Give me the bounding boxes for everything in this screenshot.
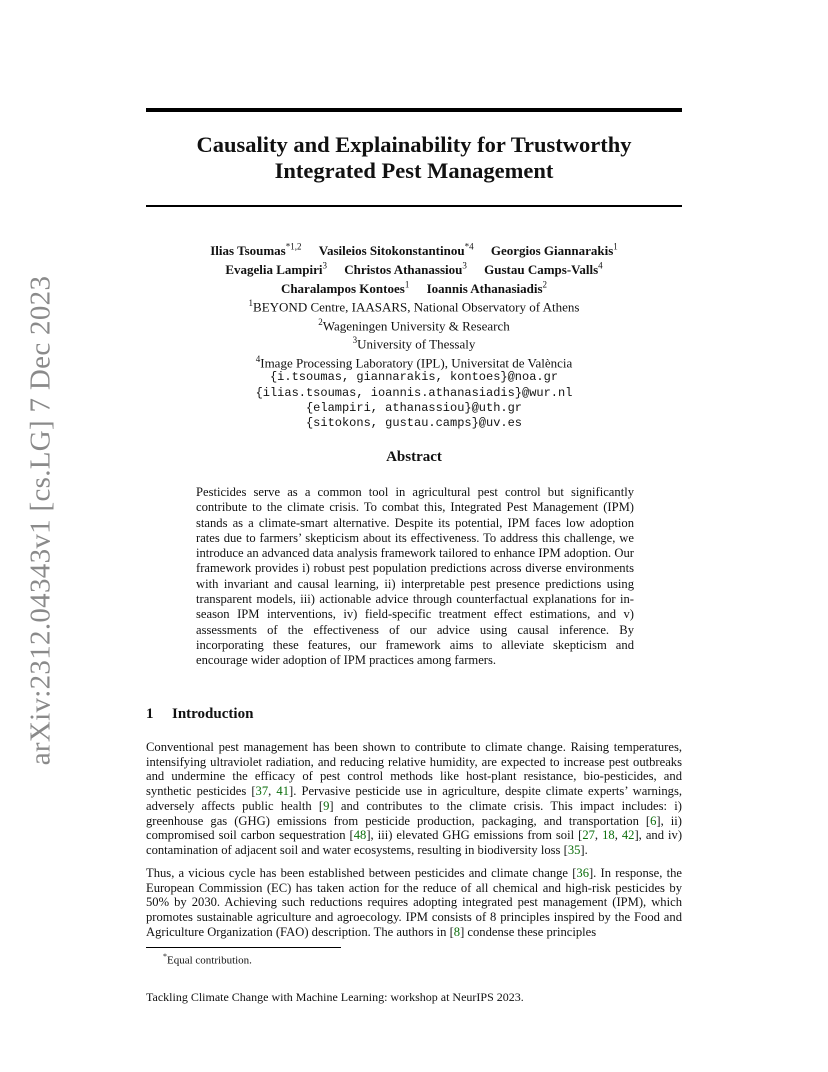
email-line: {elampiri, athanassiou}@uth.gr [305,400,523,415]
paragraph-text: ] condense these principles [460,924,597,939]
author: Ioannis Athanasiadis$^2$ [426,279,548,296]
email-line: {ilias.tsoumas, ioannis.athanasiadis}@wur.nl [255,385,573,400]
citation-link[interactable]: 37 [255,784,269,799]
citation-link[interactable]: 35 [567,842,581,857]
citation-link[interactable]: 18 [602,828,615,843]
paper-title: Causality and Explainability for Trustworthy Integrated Pest Management [196,132,632,183]
title-bottom-rule [146,205,682,207]
paragraph-text: , [614,828,622,843]
arxiv-stamp [22,275,60,765]
citation-link[interactable]: 27 [582,828,595,843]
author-line [146,277,682,296]
email-line: {i.tsoumas, giannarakis, kontoes}@noa.gr [269,370,559,385]
affiliation: $^3$University of Thessaly [352,335,476,352]
author: Evagelia Lampiri$^3$ [225,260,327,277]
intro-paragraph-2 [146,866,682,940]
citation-link[interactable]: 6 [650,813,657,828]
paragraph-text: ]. In response, the European Commission (EC) has taken action for the reduce of all chemical and high-risk pesticides by 50% by 2030. Achieving such reductions requires adopting integrated pest management (IPM), which promotes sustainable agriculture and agroecology. IPM consists of 8 principles inspired by the Food and Agriculture Organization (FAO) description. The authors in [ [146,866,682,939]
title-top-rule [146,108,682,112]
abstract-text: Pesticides serve as a common tool in agricultural pest control but significantly contribute to the climate crisis. To combat this, Integrated Pest Management (IPM) stands as a climate-smart alternative. Despite its potential, IPM faces low adoption rates due to farmers’ skepticism about its effectiveness. To address this challenge, we introduce an advanced data analysis framework tailored to enhance IPM adoption. Our framework provides i) robust pest population predictions across diverse environments with invariant and causal learning, ii) interpretable pest presence predictions using transparent models, iii) actionable advice through counterfactual explanations for in-season IPM interventions, iv) field-specific treatment effect estimations, and v) assessments of the effectiveness of our advice using causal inference. By incorporating these features, our framework aims to alleviate skepticism and encourage wider adoption of IPM practices among farmers. [196,485,634,668]
paragraph-text: ]. [580,842,588,857]
author-line [146,240,682,259]
paragraph-text: ]. Pervasive pesticide use in agriculture, despite climate experts’ warnings, adversely affects public health [ [146,784,683,813]
paragraph-text: Thus, a vicious cycle has been established between pesticides and climate change [ [146,866,577,880]
paragraph-text: ], and iv) contamination of adjacent soil and water ecosystems, resulting in biodiversity loss [ [146,828,683,857]
section-heading [146,706,253,723]
author-names [146,240,682,296]
section-title: Introduction [172,706,254,722]
paragraph-text: , [594,828,603,843]
author: Georgios Giannarakis$^1$ [490,242,618,259]
paragraph-text: ] and contributes to the climate crisis. This impact includes: i) greenhouse gas (GHG) emissions from pesticide production, packaging, and transportation [ [146,798,682,828]
citation-link[interactable]: 48 [353,828,367,843]
arxiv-stamp-text: arXiv:2312.04343v1 [cs.LG] 7 Dec 2023 [24,275,57,765]
intro-paragraph-1 [146,740,682,858]
author-line [146,259,682,278]
abstract-heading: Abstract [386,449,442,465]
citation-link[interactable]: 41 [276,784,289,799]
paragraph-text: Conventional pest management has been shown to contribute to climate change. Raising temperatures, intensifying ultraviolet radiation, and reducing relative humidity, are expected to increase pest outbreaks and undermine the efficacy of pest control methods like host-plant resistance, bio-pesticides, and synthetic pesticides [ [146,740,682,799]
affiliation: $^1$BEYOND Centre, IAASARS, National Observatory of Athens [248,297,580,315]
paragraph-text: ], ii) compromised soil carbon sequestration [ [146,813,683,843]
author: Christos Athanassiou$^3$ [344,260,467,277]
email-line: {sitokons, gustau.camps}@uv.es [305,416,523,431]
affiliation: $^4$Image Processing Laboratory (IPL), Universitat de València [255,353,573,371]
author-block [146,240,682,432]
author: Vasileios Sitokonstantinou$^{*4}$ [318,242,474,259]
footnote-rule [146,947,341,948]
affiliation: $^2$Wageningen University & Research [318,316,510,333]
author: Gustau Camps-Valls$^4$ [484,260,603,277]
citation-link[interactable]: 8 [453,924,461,939]
paragraph-text: , [268,784,277,799]
citation-link[interactable]: 9 [323,798,330,813]
paragraph-text: ], iii) elevated GHG emissions from soil [ [366,828,583,843]
author: Ilias Tsoumas$^{*1,2}$ [210,242,302,259]
author: Charalampos Kontoes$^1$ [280,279,410,296]
footnote: *Equal contribution. [163,952,252,967]
section-number: 1 [146,706,154,722]
citation-link[interactable]: 36 [576,866,589,880]
venue-footer: Tackling Climate Change with Machine Learning: workshop at NeurIPS 2023. [146,990,524,1004]
citation-link[interactable]: 42 [621,828,635,843]
